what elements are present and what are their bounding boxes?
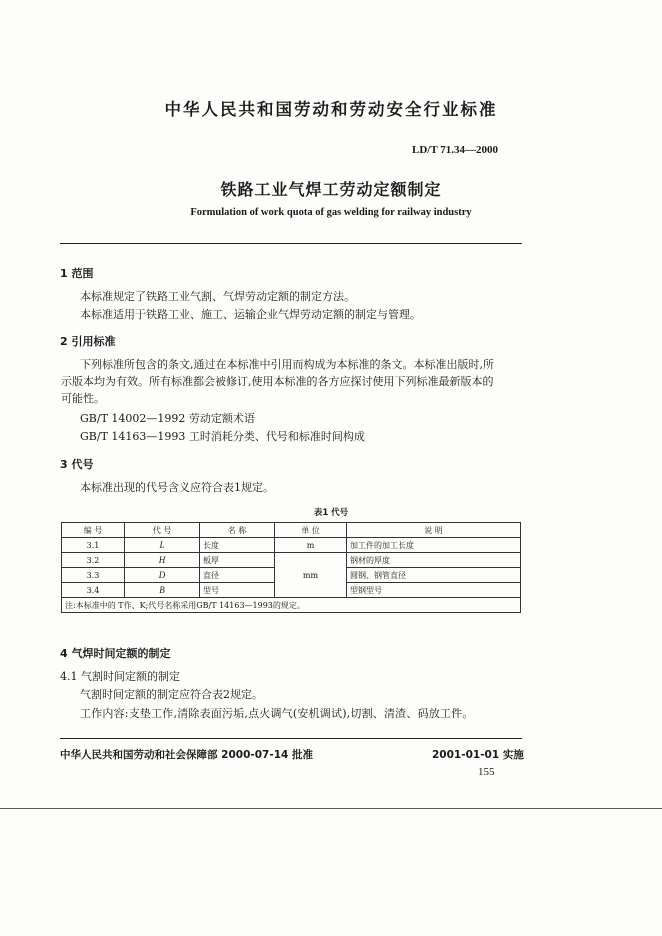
section-2-para-line-3: 可能性。 — [61, 392, 105, 405]
code-table — [61, 522, 521, 613]
cell-name: 长度 — [200, 538, 275, 553]
cell-num: 3.3 — [62, 568, 125, 583]
cell-desc: 圆钢、钢管直径 — [347, 568, 521, 583]
column-header: 编 号 — [62, 523, 125, 538]
cell-name: 板厚 — [200, 553, 275, 568]
table-row — [62, 538, 521, 553]
cell-unit: m — [275, 538, 347, 553]
table-header-row — [62, 523, 521, 538]
section-4-heading: 4 气焊时间定额的制定 — [60, 647, 171, 660]
cell-num: 3.2 — [62, 553, 125, 568]
column-header: 名 称 — [200, 523, 275, 538]
implementation-date: 2001-01-01 实施 — [432, 749, 524, 761]
cell-code: B — [125, 583, 200, 598]
cell-desc: 钢材的厚度 — [347, 553, 521, 568]
table-caption: 表1 代号 — [313, 508, 349, 518]
section-2-para-line-1: 下列标准所包含的条文,通过在本标准中引用而构成为本标准的条文。本标准出版时,所 — [80, 358, 494, 371]
column-header: 单 位 — [275, 523, 347, 538]
ministry-header: 中华人民共和国劳动和劳动安全行业标准 — [164, 100, 498, 119]
section-4-para-1: 气割时间定额的制定应符合表2规定。 — [80, 688, 263, 701]
subsection-4-1-heading: 4.1 气割时间定额的制定 — [60, 670, 180, 683]
section-2-para-line-2: 示版本均为有效。所有标准都会被修订,使用本标准的各方应探讨使用下列标准最新版本的 — [61, 375, 494, 388]
approval-statement: 中华人民共和国劳动和社会保障部 2000-07-14 批准 — [60, 749, 313, 761]
section-4-para-2: 工作内容:支垫工作,清除表面污垢,点火调气(安机调试),切割、清渣、码放工件。 — [80, 707, 474, 720]
table-row — [62, 553, 521, 568]
cell-name: 直径 — [200, 568, 275, 583]
table-note: 注:本标准中的 T作、K;代号名称采用GB/T 14163—1993的规定。 — [62, 598, 521, 613]
section-2-heading: 2 引用标准 — [60, 335, 116, 348]
reference-1: GB/T 14002—1992 劳动定额术语 — [80, 412, 255, 425]
standard-number: LD/T 71.34—2000 — [412, 144, 498, 156]
reference-2: GB/T 14163—1993 工时消耗分类、代号和标准时间构成 — [80, 430, 365, 443]
top-rule — [60, 243, 522, 244]
page-edge-line — [0, 808, 662, 809]
cell-code: H — [125, 553, 200, 568]
cell-code: D — [125, 568, 200, 583]
document-title-en: Formulation of work quota of gas welding for railway industry — [190, 207, 472, 218]
page-number: 155 — [478, 766, 495, 778]
footer-rule — [60, 738, 522, 739]
cell-desc: 加工件的加工长度 — [347, 538, 521, 553]
cell-num: 3.4 — [62, 583, 125, 598]
cell-name: 型号 — [200, 583, 275, 598]
cell-num: 3.1 — [62, 538, 125, 553]
cell-code: L — [125, 538, 200, 553]
section-3-para: 本标准出现的代号含义应符合表1规定。 — [80, 481, 274, 494]
table-note-row — [62, 598, 521, 613]
section-1-heading: 1 范围 — [60, 267, 94, 280]
cell-desc: 型钢型号 — [347, 583, 521, 598]
cell-unit: mm — [275, 553, 347, 598]
section-1-para-1: 本标准规定了铁路工业气割、气焊劳动定额的制定方法。 — [80, 290, 355, 303]
column-header: 代 号 — [125, 523, 200, 538]
section-3-heading: 3 代号 — [60, 458, 94, 471]
column-header: 说 明 — [347, 523, 521, 538]
section-1-para-2: 本标准适用于铁路工业、施工、运输企业气焊劳动定额的制定与管理。 — [80, 308, 421, 321]
document-title-cn: 铁路工业气焊工劳动定额制定 — [220, 180, 442, 199]
